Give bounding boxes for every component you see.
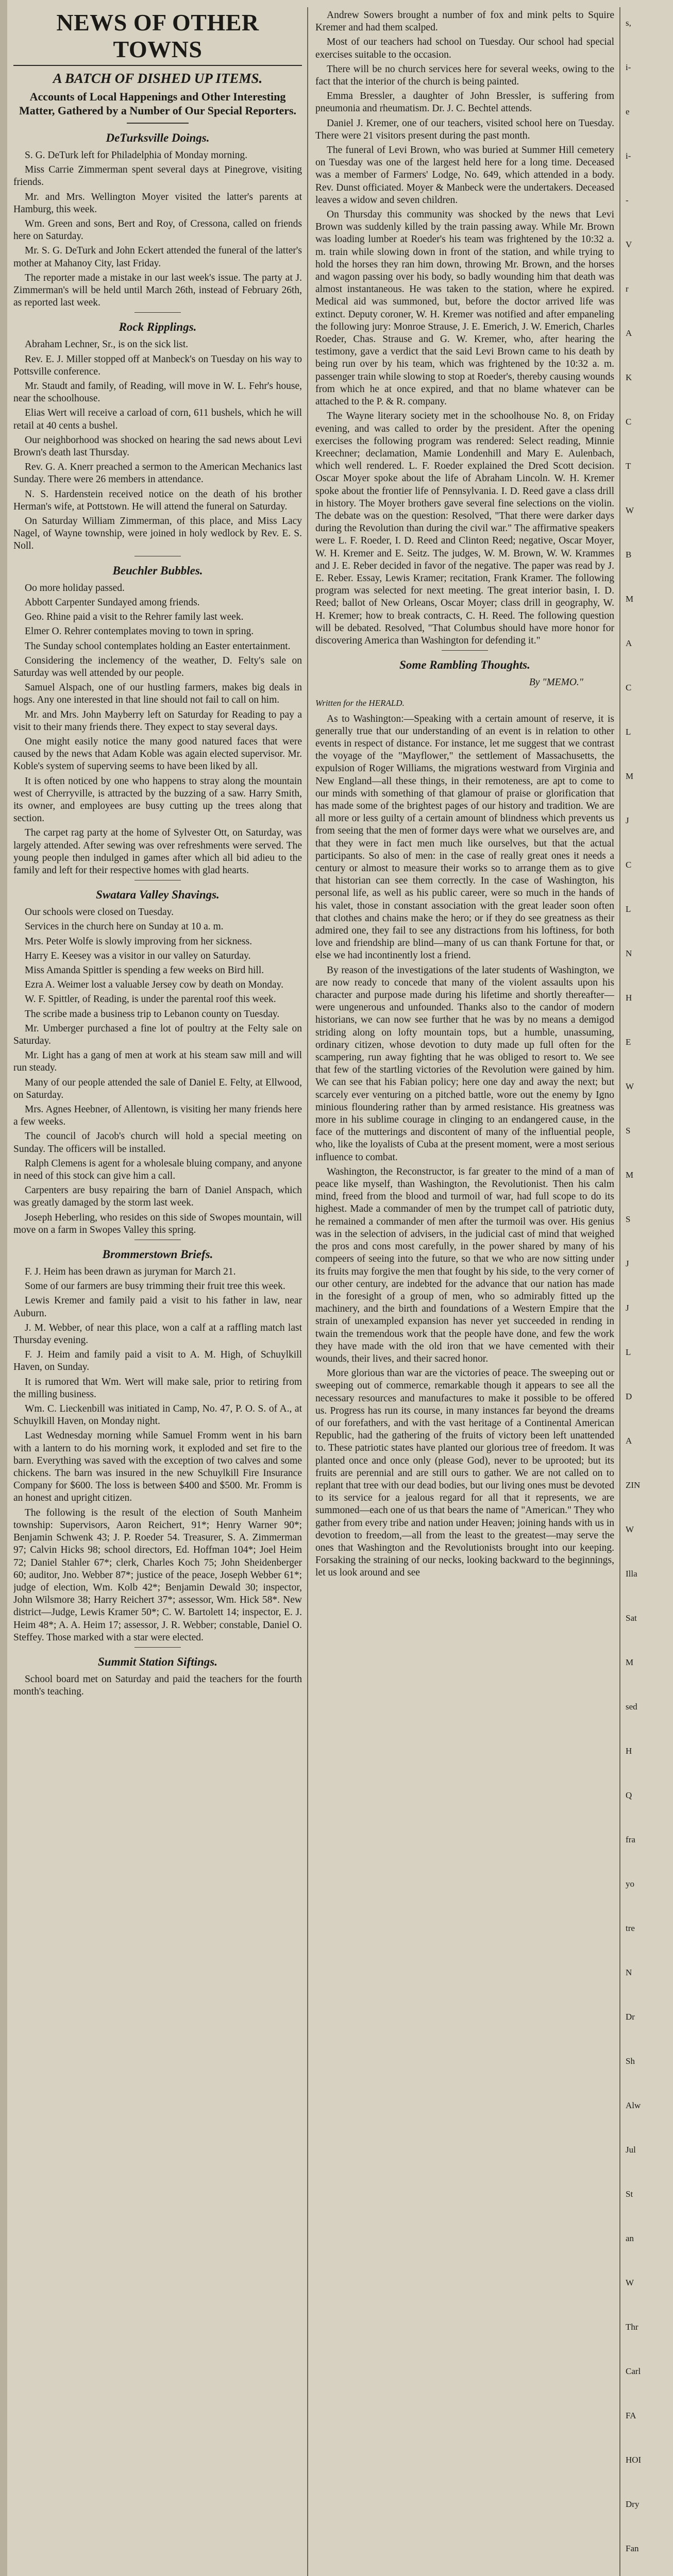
column-right-cropped [624,7,673,2576]
subheadline: A BATCH OF DISHED UP ITEMS. [53,71,263,86]
cropped-text-fragment: J [626,1303,629,1313]
news-item: The scribe made a business trip to Lebanon county on Tuesday. [25,1008,280,1020]
news-item: It is rumored that Wm. Wert will make sale, prior to retiring from the milling business. [13,1376,302,1400]
cropped-text-fragment: N [626,1968,632,1977]
news-item: Harry E. Keesey was a visitor in our valley on Saturday. [25,950,251,961]
news-item: Mrs. Peter Wolfe is slowly improving from her sickness. [25,936,253,947]
section-heading: Beuchler Bubbles. [112,564,203,577]
col2-paragraphs [315,9,614,647]
section-heading: Rock Ripplings. [119,320,197,334]
cropped-text-fragment: K [626,372,632,382]
cropped-text-fragment: e [626,107,630,116]
news-item: There will be no church services here for several weeks, owing to the fact that the interior of the church is being painted. [315,63,614,88]
cropped-text-fragment: fra [626,1835,635,1844]
news-item: Ralph Clemens is agent for a wholesale bluing company, and anyone in need of this stock can give him a call. [13,1158,302,1182]
news-item: The following is the result of the election of South Manheim township: Supervisors, Aaron Reichert, 91*; Henry Warner 90*; Benjamin Schwenk 43; J. P. Roeder 54. Treasurer, S. A. Zimmerman 97; Calvin Hicks 98; school directors, Ed. Hoffman 104*; Joel Heim 72; Daniel Stahler 67*; clerk, Charles Koch 75; John Sheidenberger 60; auditor, Jno. Webber 87*; justice of the peace, Joseph Webber 61*; judge of election, Wm. Kolb 42*; Benjamin Dewald 30; inspector, John Wilsmore 38; Harry Reichert 37*; assessor, Wm. Hick 58*. New district—Judge, Lewis Kramer 50*; C. W. Bartolett 14; inspector, E. J. Heim 48*; A. A. Heim 17; assessor, J. R. Webber; constable, Daniel O. Steffey. Those marked with a star were elected. [13,1507,302,1643]
cropped-text-fragment: M [626,771,634,781]
article-author: By "MEMO." [529,677,583,688]
divider [127,123,189,124]
news-item: On Thursday this community was shocked by the news that Levi Brown was suddenly killed by the train passing away. While Mr. Brown was loading lumber at Roeder's his team was frightened by the 10:32 a. m. train while slowing down in front of the station, and while trying to hold the horses they ran him down, throwing Mr. Brown, and the horses and wagon passing over his body, so badly wounding him that death was almost instantaneous. He was taken to the station, where he expired. Medical aid was summoned, but, before the doctor arrived life was extinct. Deputy coroner, W. H. Kremer was notified and after empaneling the following jury: Monroe Strause, J. E. Emerich, J. W. Emerich, Charles Roeder, Chas. Strause and G. W. Kremer, who, after hearing the testimony, gave a verdict that the said Levi Brown came to his death by being run over by his team, which was frightened by the 10:32 a. m. passenger train while slowing to stop at Roeder's, thereby causing wounds from which he at once expired, and that no blame whatever can be attached to the P. & R. company. [315,209,614,408]
news-item: Joseph Heberling, who resides on this side of Swopes mountain, will move on a farm in Swopes Valley this spring. [13,1212,302,1235]
news-item: The Sunday school contemplates holding an Easter entertainment. [25,640,291,652]
cropped-text-fragment: an [626,2233,634,2243]
news-item: One might easily notice the many good natured faces that were caused by the news that Adam Koble was again elected supervisor. Mr. Koble's system of superving seems to have been liked by all. [13,736,302,772]
news-item: Oo more holiday passed. [25,582,125,594]
news-item: Geo. Rhine paid a visit to the Rehrer family last week. [25,612,244,623]
article-title: Some Rambling Thoughts. [399,658,530,672]
cropped-text-fragment: Sh [626,2056,635,2066]
news-item: Daniel J. Kremer, one of our teachers, visited school here on Tuesday. There were 21 visitors present during the past month. [315,117,614,141]
news-item: Carpenters are busy repairing the barn of Daniel Anspach, which was greatly damaged by the storm last week. [13,1185,302,1209]
cropped-text-fragment: r [626,284,629,294]
news-item: Mr. Staudt and family, of Reading, will move in W. L. Fehr's house, near the schoolhouse. [13,381,302,404]
news-item: S. G. DeTurk left for Philadelphia of Monday morning. [25,150,248,161]
news-item: Miss Amanda Spittler is spending a few weeks on Bird hill. [25,964,264,976]
divider [134,312,181,313]
news-item: Considering the inclemency of the weather, D. Felty's sale on Saturday was well attended by our people. [13,655,302,679]
cropped-text-fragment: D [626,1392,632,1401]
cropped-text-fragment: M [626,594,634,604]
cropped-text-fragment: W [626,2278,634,2287]
news-item: F. J. Heim and family paid a visit to A. M. High, of Schuylkill Haven, on Sunday. [13,1349,302,1373]
news-item: Mrs. Agnes Heebner, of Allentown, is visiting her many friends here a few weeks. [13,1104,302,1128]
news-item: Mr. S. G. DeTurk and John Eckert attended the funeral of the latter's mother at Mahanoy City, last Friday. [13,245,302,269]
news-item: Elias Wert will receive a carload of corn, 611 bushels, which he will retail at 40 cents a bushel. [13,408,302,431]
cropped-text-fragment: W [626,1081,634,1091]
news-item: The funeral of Levi Brown, who was buried at Summer Hill cemetery on Tuesday was one of the largest held here for a long time. Deceased was a member of Farmers' Lodge, No. 649, which attended in a body. Rev. Dunst officiated. Moyer & Manbeck were the undertakers. Deceased leaves a widow and seven children. [315,145,614,206]
section-heading: Brommerstown Briefs. [102,1248,213,1261]
news-item: The carpet rag party at the home of Sylvester Ott, on Saturday, was largely attended. After sewing was over refreshments were served. The young people then indulged in games after which all bid adieu to the family and left for their respective homes with glad hearts. [13,827,302,876]
cropped-text-fragment: Illa [626,1569,637,1579]
cropped-text-fragment: T [626,461,631,471]
essay-paragraph: More glorious than war are the victories of peace. The sweeping out or sweeping out of commerce, remarkable though it appears to see all the necessary resources and manufactures to make it possible to be offered us. Progress has run its course, in many instances far beyond the dreams of our forefathers, and with the vast heritage of a Continental American Republic, had the gathering of the fruits of victory been left unattended to. These patriotic states have planted our glorious tree of freedom. It was planted once and once only (please God), never to be uprooted; but its fruits are perennial and are still ours to gather. We are not called on to replant that tree with our dead bodies, but our living ones must be devoted to its service for a jealous regard for all that it represents, we are summoned—each one of us that bears the name of "American." They who gather from every tribe and nation under Heaven; joining hands with us in devotion to freedom,—all from the least to the greatest—may serve the ones that Washington and the Revolutionists brought into our keeping. Forsaking the straining of our necks, looking backward to the beginnings, let us look around and see [315,1368,614,1579]
news-item: J. M. Webber, of near this place, won a calf at a raffling match last Thursday evening. [13,1322,302,1346]
cropped-text-fragment: Sat [626,1613,637,1623]
section-heading: Summit Station Siftings. [97,1655,217,1668]
cropped-text-fragment: B [626,550,632,560]
cropped-text-fragment: A [626,1436,632,1446]
section-heading: Swatara Valley Shavings. [96,888,220,902]
news-item: Wm. Green and sons, Bert and Roy, of Cressona, called on friends here on Saturday. [13,218,302,242]
essay-paragraph: By reason of the investigations of the later students of Washington, we are now ready to concede that many of the violent assaults upon his character and purpose made during his lifetime and shortly thereafter—were ungenerous and unfounded. Thanks also to the candor of modern historians, we can now see further that he was by no means a demigod striding along on lofty mountain tops, but a humble, unassuming, ordinary citizen, whose devotion to duty made up full often for the scampering, run away fighting that he was obliged to resort to. We see that few of the startling victories of the Revolution were gained by him. We can see that his Fabian policy; here one day and away the next; but scarcely ever venturing on a pitched battle, wore out the enemy by Igno minious floundering rather than by armed resistance. His greatness was more in his sublime courage in clinging to an endangered cause, in the face of the mutterings and discontent of many of the influential people, who, like the loyalists of Cuba at the present moment, were a most serious influence to combat. [315,964,614,1163]
cropped-text-fragment: A [626,328,632,338]
news-item: Miss Carrie Zimmerman spent several days at Pinegrove, visiting friends. [13,164,302,188]
news-item: Lewis Kremer and family paid a visit to his father in law, near Auburn. [13,1295,302,1319]
news-item: Rev. G. A. Knerr preached a sermon to the American Mechanics last Sunday. There were 26 members in attendance. [13,462,302,485]
divider [442,650,488,651]
essay [315,713,614,1580]
cropped-text-fragment: S [626,1126,631,1136]
news-item: Many of our people attended the sale of Daniel E. Felty, at Ellwood, on Saturday. [13,1077,302,1100]
cropped-text-fragment: Dr [626,2012,635,2022]
cropped-text-fragment: FA [626,2411,636,2420]
cropped-text-fragment: s, [626,18,631,28]
essay-paragraph: As to Washington:—Speaking with a certain amount of reserve, it is generally true that our understanding of an event is in relation to other events in respect of distance. For instance, let me suggest that we contrast the voyage of the "Mayflower," the settlement of Massachusetts, the expulsion of Roger Williams, the migrations westward from Virginia and New England—all these things, in their remoteness, are apt to come to our minds with something of that glamour of praise or glorification that has made some of the brightest pages of our history and tradition. We are all more or less guilty of a certain amount of blindness which prevents us from seeing that the men of former days were what we ourselves are, and that they were in fact men much like ourselves, but that the actual participants. So also of men: in the case of really great ones it needs a century or almost to measure their works so to arrange them as to give that historian can see them correctly. In the case of Washington, his personal life, as well as his public career, were so much in the hands of his valet, those in constant association with the great leader soon often that clothes and chains make the hero; or if they do see greatness as their admired one, they fail to see any distractions from his loftiness, for both love and friendship are blind—many of us can thank Fortune for that, or else we had incontinently lost a friend. [315,713,614,961]
cropped-text-fragment: L [626,1347,631,1357]
column-rule [307,7,308,2576]
essay-paragraph: Washington, the Reconstructor, is far greater to the mind of a man of peace like myself, than Washington, the Revolutionist. Then his calm mind, freed from the blood and turmoil of war, had full scope to do its highest. Made a commander of men by the trumpet call of patriotic duty, he remained a commander of men after the turmoil was over. His genius was in the selection of advisers, in the judicial cast of mind that weighed the pros and cons most carefully, in the power shared by many of his compeers of seeing into the future, so that we who are now sitting under its fruits may forgive the men that fought by his side, to the very corner of our other century, are indebted for the advance that our nation has made in the foresight of a group of men, who so admirably fitted up the machinery, and the birth and foundations of a Western Empire that the strain of unexampled expansion has never yet succeeded in rending in twain the tremendous work that the people have done, and few the work they have made with the old iron that we have cemented with their wounds, their lives, and their sacred honor. [315,1166,614,1364]
cropped-text-fragment: J [626,1259,629,1268]
column-middle [315,9,614,2576]
news-item: Rev. E. J. Miller stopped off at Manbeck's on Tuesday on his way to Pottsville conference. [13,353,302,377]
news-item: Mr. and Mrs. Wellington Moyer visited the latter's parents at Hamburg, this week. [13,191,302,215]
news-item: On Saturday William Zimmerman, of this place, and Miss Lacy Nagel, of Wayne township, were joined in holy wedlock by Rev. E. S. Noll. [13,516,302,552]
cropped-text-fragment: - [626,195,629,205]
cropped-text-fragment: St [626,2189,633,2199]
cropped-text-fragment: W [626,505,634,515]
news-item: Services in the church here on Sunday at 10 a. m. [25,921,224,933]
cropped-text-fragment: ZIN [626,1480,641,1490]
cropped-text-fragment: L [626,904,631,914]
news-item: School board met on Saturday and paid the teachers for the fourth month's teaching. [13,1673,302,1698]
news-item: Mr. Umberger purchased a fine lot of poultry at the Felty sale on Saturday. [13,1023,302,1046]
cropped-text-fragment: Fan [626,2544,639,2553]
cropped-text-fragment: C [626,417,632,427]
news-item: Some of our farmers are busy trimming their fruit tree this week. [25,1281,285,1292]
divider [134,1647,181,1648]
news-item: Our schools were closed on Tuesday. [25,907,174,918]
cropped-text-fragment: L [626,727,631,737]
headline: NEWS OF OTHER TOWNS [13,9,302,66]
news-item: Abraham Lechner, Sr., is on the sick list. [25,339,189,350]
news-item: Samuel Alspach, one of our hustling farmers, makes big deals in hogs. Any one interested in that line should not fail to call on him. [13,682,302,706]
cropped-text-fragment: C [626,860,632,870]
news-item: Mr. Light has a gang of men at work at his steam saw mill and will run steady. [13,1050,302,1074]
cropped-text-fragment: A [626,638,632,648]
column-left [13,9,302,2576]
cropped-text-fragment: yo [626,1879,634,1889]
news-item: W. F. Spittler, of Reading, is under the parental roof this week. [25,994,276,1005]
news-item: F. J. Heim has been drawn as juryman for March 21. [25,1266,236,1278]
cropped-text-fragment: Thr [626,2322,638,2332]
cropped-text-fragment: S [626,1214,631,1224]
cropped-text-fragment: Dry [626,2499,640,2509]
news-item: The council of Jacob's church will hold a special meeting on Sunday. The officers will be installed. [13,1131,302,1155]
cropped-text-fragment: tre [626,1923,635,1933]
cropped-text-fragment: Q [626,1790,632,1800]
news-item: The Wayne literary society met in the schoolhouse No. 8, on Friday evening, and was called to order by the president. After the opening exercises the following program was rendered: Select reading, Minnie Kreechner; declamation, Mamie Londenhill and Mary E. Aulenbach, which well rendered. L. F. Roeder explained the Dred Scott decision. Oscar Moyer spoke about the life of Abraham Lincoln. W. H. Kremer spoke about the frontier life of Pennsylvania. I. D. Reed gave a class drill in history. The Moyer brothers gave several fine selections on the violin. The debate was on the question: Resolved, "That there were darker days during the Revolution than during the civil war." The affirmative speakers were L. F. Roeder, I. D. Reed and Clinton Reed; negative, Oscar Moyer, W. H. Kremer and E. Seitz. The judges, W. M. Brown, W. W. Krammes and J. E. Reber decided in favor of the negative. The paper was read by J. E. Reber. Essay, Lewis Kramer; recitation, Frank Kramer. The following program was selected for next meeting. The great interior basin, I. D. Reed; ballot of New Orleans, Oscar Moyer; class drill in geography, W. H. Kremer; how to break contracts, C. H. Reed. The following question will be debated. Resolved, "That Columbus should have more honor for discovering America than Washington for defending it." [315,411,614,646]
news-item: Mr. and Mrs. John Mayberry left on Saturday for Reading to pay a visit to their many friends there. They expect to stay several days. [13,709,302,733]
cropped-text-fragment: i- [626,62,631,72]
news-item: Elmer O. Rehrer contemplates moving to town in spring. [25,626,254,637]
news-item: Abbott Carpenter Sundayed among friends. [25,597,200,608]
cropped-text-fragment: i- [626,151,631,161]
cropped-text-fragment: M [626,1657,634,1667]
byline: Written for the HERALD. [315,698,405,708]
cropped-text-fragment: M [626,1170,634,1180]
cropped-text-fragment: W [626,1524,634,1534]
section-heading: DeTurksville Doings. [106,131,210,144]
news-item: N. S. Hardenstein received notice on the death of his brother Herman's wife, at Pottstown. He will attend the funeral on Saturday. [13,488,302,512]
news-item: Wm. C. Lieckenbill was initiated in Camp, No. 47, P. O. S. of A., at Schuylkill Haven, on Monday night. [13,1403,302,1427]
news-item: Last Wednesday morning while Samuel Fromm went in his barn with a lantern to do his morning work, it exploded and set fire to the barn. Everything was saved with the exception of two calves and some chickens. The barn was insured in the new Schuylkill Fire Insurance Company for $600. The loss is between $400 and $500. Mr. Fromm is an honest and upright citizen. [13,1430,302,1504]
column-rule [619,7,620,2576]
news-item: It is often noticed by one who happens to stray along the mountain west of Cherryville, is attracted by the buzzing of a saw. Harry Smith, its owner, and employees are busy cutting up the trees along that section. [13,775,302,824]
cropped-text-fragment: sed [626,1702,637,1711]
news-item: Our neighborhood was shocked on hearing the sad news about Levi Brown's death last Thursday. [13,434,302,459]
cropped-text-fragment: H [626,993,632,1003]
news-item: Emma Bressler, a daughter of John Bressler, is suffering from pneumonia and rheumatism. Dr. J. C. Bechtel attends. [315,91,614,114]
cropped-text-fragment: E [626,1037,631,1047]
cropped-text-fragment: N [626,948,632,958]
news-item: Ezra A. Weimer lost a valuable Jersey cow by death on Monday. [25,979,284,991]
cropped-text-fragment: Carl [626,2366,641,2376]
cropped-text-fragment: HOI [626,2455,642,2465]
cropped-text-fragment: H [626,1746,632,1756]
cropped-text-fragment: C [626,683,632,692]
scan-edge [0,0,7,2576]
cropped-text-fragment: Jul [626,2145,636,2155]
cropped-text-fragment: J [626,816,629,825]
news-item: The reporter made a mistake in our last week's issue. The party at J. Zimmerman's will be held until March 26th, instead of February 26th, as reported last week. [13,272,302,309]
cropped-text-fragment: Alw [626,2100,641,2110]
cropped-text-fragment: V [626,240,632,249]
news-item: Most of our teachers had school on Tuesday. Our school had special exercises suitable to the occasion. [315,37,614,60]
news-item: Andrew Sowers brought a number of fox and mink pelts to Squire Kremer and had them scalped. [315,10,614,33]
sections-container [13,131,302,1698]
deck: Accounts of Local Happenings and Other Interesting Matter, Gathered by a Number of Our Special Reporters. [19,90,297,117]
